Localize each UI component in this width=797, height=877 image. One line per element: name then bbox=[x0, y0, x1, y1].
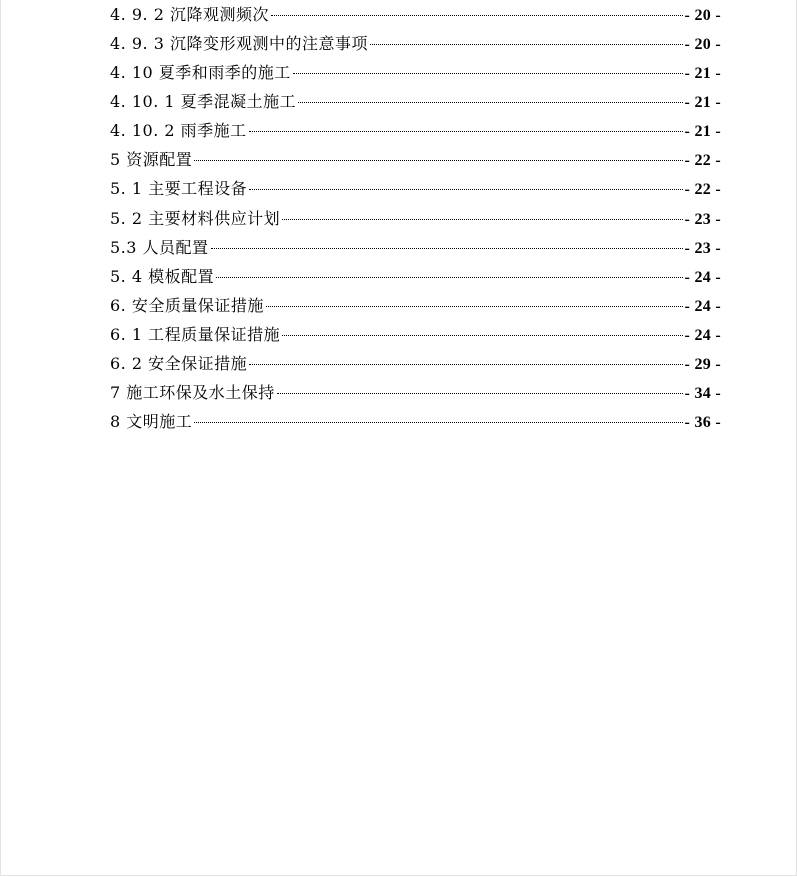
toc-dot-leader bbox=[271, 15, 683, 16]
toc-entry-title: 5 资源配置 bbox=[110, 150, 193, 170]
toc-dot-leader bbox=[194, 422, 682, 423]
toc-dot-leader bbox=[249, 131, 683, 132]
toc-entry-page: - 34 - bbox=[684, 385, 721, 403]
toc-dot-leader bbox=[211, 248, 683, 249]
toc-entry[interactable] bbox=[110, 0, 721, 29]
toc-entry-page: - 21 - bbox=[684, 65, 721, 83]
toc-entry[interactable] bbox=[110, 320, 721, 349]
toc-entry[interactable] bbox=[110, 116, 721, 145]
toc-dot-leader bbox=[194, 160, 682, 161]
toc-entry-title: 5. 1 主要工程设备 bbox=[110, 179, 248, 199]
toc-dot-leader bbox=[266, 306, 683, 307]
toc-entry[interactable] bbox=[110, 174, 721, 203]
toc-entry-title: 6. 2 安全保证措施 bbox=[110, 354, 248, 374]
toc-dot-leader bbox=[216, 277, 682, 278]
toc-entry[interactable] bbox=[110, 87, 721, 116]
toc-entry-page: - 24 - bbox=[684, 326, 721, 344]
toc-entry-page: - 23 - bbox=[684, 210, 721, 228]
toc-dot-leader bbox=[249, 189, 682, 190]
toc-entry[interactable] bbox=[110, 58, 721, 87]
toc-entry-page: - 22 - bbox=[684, 181, 721, 199]
toc-entry-title: 5.3 人员配置 bbox=[110, 237, 209, 257]
table-of-contents bbox=[110, 0, 721, 436]
toc-entry-title: 4. 9. 2 沉降观测频次 bbox=[110, 5, 269, 24]
toc-dot-leader bbox=[249, 364, 682, 365]
toc-entry-title: 4. 10. 2 雨季施工 bbox=[110, 121, 247, 141]
toc-dot-leader bbox=[277, 393, 683, 394]
toc-entry-title: 6. 安全质量保证措施 bbox=[110, 295, 264, 315]
toc-entry[interactable] bbox=[110, 233, 721, 262]
toc-entry-page: - 22 - bbox=[684, 152, 721, 170]
toc-dot-leader bbox=[282, 335, 682, 336]
toc-entry[interactable] bbox=[110, 204, 721, 233]
toc-entry-page: - 20 - bbox=[684, 7, 721, 24]
toc-entry[interactable] bbox=[110, 145, 721, 174]
toc-entry-title: 5. 2 主要材料供应计划 bbox=[110, 208, 281, 228]
toc-dot-leader bbox=[298, 102, 682, 103]
toc-entry[interactable] bbox=[110, 349, 721, 378]
toc-entry-page: - 23 - bbox=[684, 239, 721, 257]
toc-entry-page: - 21 - bbox=[684, 123, 721, 141]
toc-dot-leader bbox=[370, 44, 683, 45]
toc-entry-title: 4. 10. 1 夏季混凝土施工 bbox=[110, 92, 297, 112]
toc-entry[interactable] bbox=[110, 291, 721, 320]
toc-entry-page: - 36 - bbox=[684, 414, 721, 432]
toc-entry[interactable] bbox=[110, 378, 721, 407]
toc-dot-leader bbox=[282, 219, 682, 220]
toc-entry[interactable] bbox=[110, 262, 721, 291]
toc-entry-page: - 20 - bbox=[684, 36, 721, 53]
toc-entry[interactable] bbox=[110, 407, 721, 436]
toc-entry-page: - 21 - bbox=[684, 94, 721, 112]
toc-entry-title: 6. 1 工程质量保证措施 bbox=[110, 324, 281, 344]
toc-dot-leader bbox=[293, 73, 683, 74]
toc-entry-title: 4. 9. 3 沉降变形观测中的注意事项 bbox=[110, 34, 368, 53]
toc-entry[interactable] bbox=[110, 29, 721, 58]
toc-entry-title: 8 文明施工 bbox=[110, 412, 193, 432]
toc-entry-title: 4. 10 夏季和雨季的施工 bbox=[110, 63, 291, 83]
toc-entry-page: - 29 - bbox=[684, 356, 721, 374]
toc-entry-title: 7 施工环保及水土保持 bbox=[110, 383, 275, 403]
toc-entry-title: 5. 4 模板配置 bbox=[110, 266, 215, 286]
toc-entry-page: - 24 - bbox=[684, 297, 721, 315]
toc-entry-page: - 24 - bbox=[684, 268, 721, 286]
